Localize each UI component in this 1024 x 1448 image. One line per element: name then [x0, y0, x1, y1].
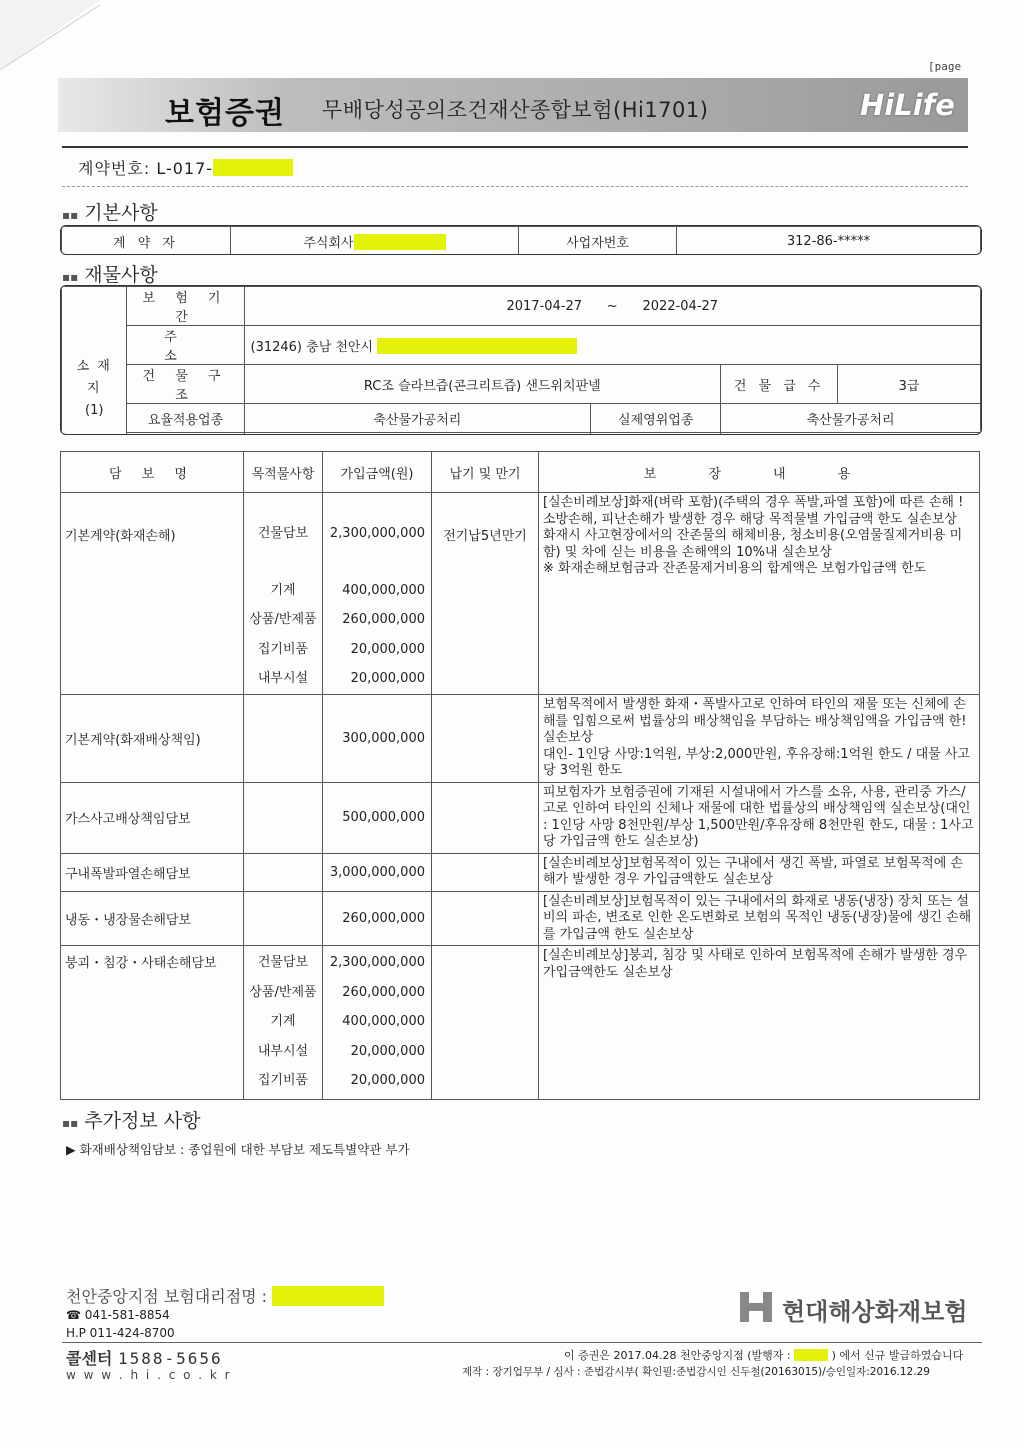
- amount-cell: 2,300,000,000 400,000,000 260,000,000 20,000,000 20,000,000: [323, 493, 432, 695]
- redaction-mark: [377, 338, 577, 354]
- bullet-icon: ▪▪: [62, 208, 79, 222]
- header-divider: [62, 146, 968, 148]
- address-value: (31246) 충남 천안시: [244, 326, 981, 365]
- coverage-row: [61, 695, 980, 783]
- biz-number-value: 312-86-*****: [677, 227, 981, 256]
- term-cell: 전기납5년만기: [432, 493, 539, 695]
- section-property-title: 재물사항: [84, 264, 158, 286]
- term-cell: [432, 853, 539, 891]
- structure-label: 건 물 구 조: [127, 365, 244, 404]
- grade-label: 건 물 급 수: [721, 365, 838, 404]
- coverage-table: [60, 451, 980, 1100]
- coverage-name: 구내폭발파열손해담보: [61, 853, 244, 891]
- grade-value: 3급: [838, 365, 981, 404]
- contract-label: 계약번호:: [78, 159, 151, 178]
- agency-phone: ☎ 041-581-8854: [66, 1308, 170, 1322]
- coverage-row: [61, 853, 980, 891]
- rate-industry-value: 축산물가공처리: [244, 404, 591, 433]
- object-cell: [244, 891, 323, 946]
- term-cell: [432, 782, 539, 853]
- redaction-mark: [213, 159, 293, 176]
- coverage-name: 가스사고배상책임담보: [61, 782, 244, 853]
- extra-note: ▶ 화재배상책임담보 : 종업원에 대한 부담보 제도특별약관 부가: [66, 1142, 410, 1157]
- col-coverage-name: 담 보 명: [61, 452, 244, 493]
- biz-number-label: 사업자번호: [519, 227, 677, 256]
- contractor-value: 주식회사: [231, 227, 519, 256]
- issue-statement: 이 증권은 2017.04.28 천안중앙지점 (발행자 : ) 에서 신규 발급하였습니다: [564, 1349, 964, 1362]
- product-name: 무배당성공의조건재산종합보험(Hi1701): [322, 98, 709, 122]
- object-cell: 건물담보 기계 상품/반제품 집기비품 내부시설: [244, 493, 323, 695]
- owner-value: [244, 433, 591, 436]
- actual-industry-label: 실제영위업종: [591, 404, 721, 433]
- structure-value: RC조 슬라브즙(콘크리트즙) 샌드위치판넬: [244, 365, 721, 404]
- rate-industry-label: 요율적용업종: [127, 404, 244, 433]
- coverage-row: [61, 891, 980, 946]
- term-cell: [432, 891, 539, 946]
- description-cell: [실손비례보상]보험목적이 있는 구내에서 생긴 폭발, 파열로 보험목적에 손 해가 발생한 경우 가입금액한도 실손보상: [539, 853, 980, 891]
- amount-cell: 3,000,000,000: [323, 853, 432, 891]
- coverage-row: [61, 493, 980, 695]
- document-title: 보험증권: [165, 96, 285, 131]
- address-label: 주 소: [127, 326, 244, 365]
- col-object: 목적물사항: [244, 452, 323, 493]
- location-cell: 소 재 지 (1): [62, 287, 127, 436]
- object-cell: [244, 853, 323, 891]
- owner-label: [127, 433, 244, 436]
- property-info-table: [60, 285, 982, 435]
- period-value: 2017-04-27 ~ 2022-04-27: [244, 287, 981, 326]
- coverage-row: [61, 946, 980, 1100]
- agency-mobile: H.P 011-424-8700: [66, 1326, 175, 1340]
- description-cell: 보험목적에서 발생한 화재・폭발사고로 인하여 타인의 재물 또는 신체에 손 해를 입힘으로써 법률상의 배상책임을 부담하는 배상책임액을 가입금액 한! 실손보상 대인- 1인당 사망:1억원, 부상:2,000만원, 후유장해:1억원 한도 / 대물 사고 당 3억원 한도: [539, 695, 980, 783]
- col-description: 보 장 내 용: [539, 452, 980, 493]
- coverage-name: 냉동・냉장물손해담보: [61, 891, 244, 946]
- amount-cell: 500,000,000: [323, 782, 432, 853]
- section-extra: [62, 1106, 200, 1133]
- section-extra-title: 추가정보 사항: [84, 1110, 201, 1132]
- section-basic: [62, 198, 158, 225]
- coverage-name: 기본계약(화재배상책임): [61, 695, 244, 783]
- agency-info: 천안중앙지점 보험대리점명 :: [66, 1284, 384, 1307]
- basic-info-table: [60, 225, 982, 255]
- col-term: 납기 및 만기: [432, 452, 539, 493]
- description-cell: [실손비례보상]붕괴, 침강 및 사태로 인하여 보험목적에 손해가 발생한 경우 가입금액한도 실손보상: [539, 946, 980, 1100]
- company-logo: [738, 1290, 774, 1328]
- col-amount: 가입금액(원): [323, 452, 432, 493]
- redaction-mark: [794, 1349, 828, 1361]
- amount-cell: 260,000,000: [323, 891, 432, 946]
- description-cell: [실손비례보상]화재(벼락 포함)(주택의 경우 폭발,파열 포함)에 따른 손해 ! 소방손해, 피난손해가 발생한 경우 해당 목적물별 가입금액 한도 실손보상 화재시 사고현장에서의 잔존물의 해체비용, 청소비용(오염물질제거비용 미 함) 및 차에 싣는 비용을 손해액의 10%내 실손보상 ※ 화재손해보험금과 잔존물제거비용의 합계액은 보험가입금액 한도: [539, 493, 980, 695]
- term-cell: [432, 946, 539, 1100]
- company-name: 현대해상화재보험: [782, 1298, 968, 1326]
- description-cell: [실손비례보상]보험목적이 있는 구내에서의 화재로 냉동(냉장) 장치 또는 설 비의 파손, 변조로 인한 온도변화로 보험의 목적인 냉동(냉장)물에 생긴 손해 를 가입금액 한도 실손보상: [539, 891, 980, 946]
- actual-industry-value: 축산물가공처리: [721, 404, 981, 433]
- object-cell: 건물담보 상품/반제품 기계 내부시설 집기비품: [244, 946, 323, 1100]
- bullet-icon: ▪▪: [62, 270, 79, 284]
- description-cell: 피보험자가 보험증권에 기재된 시설내에서 가스를 소유, 사용, 관리중 가스/ 고로 인하여 타인의 신체나 재물에 대한 법률상의 배상책임액 실손보상(대인 : 1인당 사망 8천만원/부상 1,500만원/후유장해 8천만원 한도, 대물 : 1사고 당 가입금액 한도 실손보상): [539, 782, 980, 853]
- page-tag: [page: [928, 60, 962, 73]
- amount-cell: 2,300,000,000 260,000,000 400,000,000 20,000,000 20,000,000: [323, 946, 432, 1100]
- contract-number: L-017-: [156, 159, 214, 178]
- contract-number-row: [78, 156, 293, 179]
- approval-info: 제작 : 장기업무부 / 심사 : 준법감시부( 확인필:준법감시인 신두철(20163015)/승인일자:2016.12.29: [462, 1366, 930, 1378]
- object-cell: [244, 782, 323, 853]
- call-center: 콜센터 1588-5656: [66, 1349, 223, 1368]
- premium-value: [721, 433, 981, 436]
- bullet-icon: ▪▪: [62, 1116, 79, 1130]
- redaction-mark: [272, 1286, 384, 1306]
- coverage-name: 기본계약(화재손해): [61, 493, 244, 695]
- term-cell: [432, 695, 539, 783]
- footer-divider: [62, 1342, 982, 1343]
- hilife-logo: HiLife: [860, 88, 955, 122]
- period-label: 보 험 기 간: [127, 287, 244, 326]
- dotted-divider: [62, 186, 968, 187]
- redaction-mark: [354, 234, 446, 250]
- premium-label: [591, 433, 721, 436]
- object-cell: [244, 695, 323, 783]
- amount-cell: 300,000,000: [323, 695, 432, 783]
- section-basic-title: 기본사항: [84, 202, 158, 224]
- coverage-name: 붕괴・침강・사태손해담보: [61, 946, 244, 1100]
- website: w w w . h i . c o . k r: [66, 1368, 232, 1382]
- coverage-row: [61, 782, 980, 853]
- section-property: [62, 260, 158, 287]
- scan-corner-fold: [0, 0, 110, 80]
- contractor-label: 계 약 자: [62, 227, 231, 256]
- hyundai-h-icon: [738, 1290, 774, 1324]
